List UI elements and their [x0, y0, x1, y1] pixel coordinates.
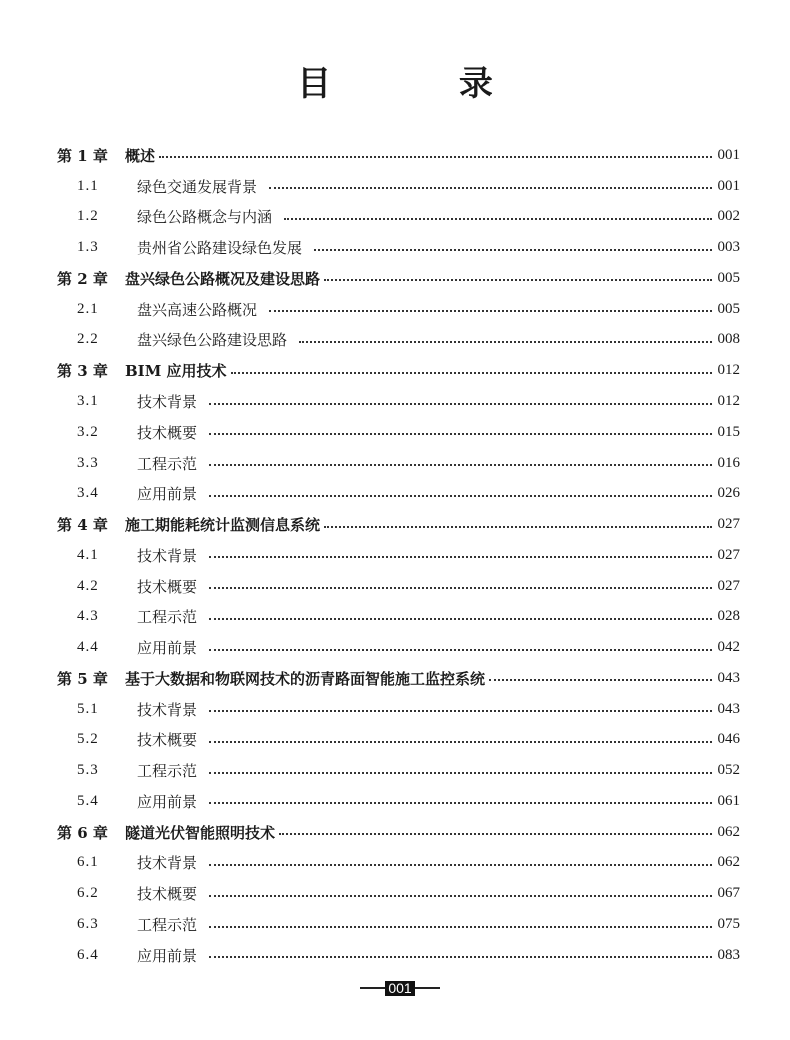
entry-page: 001 — [717, 177, 740, 194]
entry-page: 083 — [717, 946, 740, 963]
entry-page: 027 — [717, 516, 740, 533]
entry-title: 技术概要 — [137, 577, 198, 596]
entry-page: 052 — [717, 762, 740, 779]
entry-title: 应用前景 — [137, 639, 198, 658]
entry-number: 6.1 — [77, 854, 99, 871]
entry-page: 027 — [717, 546, 740, 563]
entry-title: 隧道光伏智能照明技术 — [125, 823, 276, 842]
entry-number: 3.3 — [77, 454, 99, 471]
dot-leader — [209, 495, 711, 497]
toc-chapter-entry[interactable] — [57, 817, 740, 848]
toc-section-entry[interactable] — [57, 571, 740, 602]
entry-page: 043 — [717, 700, 740, 717]
dot-leader — [209, 802, 711, 804]
page-footer — [360, 980, 440, 996]
toc-section-entry[interactable] — [57, 232, 740, 263]
dot-leader — [209, 556, 711, 558]
toc-section-entry[interactable] — [57, 325, 740, 356]
toc-section-entry[interactable] — [57, 878, 740, 909]
entry-title: 施工期能耗统计监测信息系统 — [125, 516, 321, 535]
toc-chapter-entry[interactable] — [57, 140, 740, 171]
entry-number: 第 3 章 — [57, 362, 108, 381]
entry-number: 第 2 章 — [57, 269, 108, 288]
entry-title: 技术背景 — [137, 854, 198, 873]
entry-number: 5.3 — [77, 762, 99, 779]
dot-leader — [209, 772, 711, 774]
toc-section-entry[interactable] — [57, 909, 740, 940]
entry-title: 工程示范 — [137, 916, 198, 935]
entry-title: 技术概要 — [137, 423, 198, 442]
entry-number: 5.2 — [77, 731, 99, 748]
toc-chapter-entry[interactable] — [57, 263, 740, 294]
dot-leader — [324, 526, 711, 528]
entry-number: 第 1 章 — [57, 146, 108, 165]
entry-page: 067 — [717, 885, 740, 902]
toc-section-entry[interactable] — [57, 601, 740, 632]
entry-title: 技术概要 — [137, 885, 198, 904]
toc-section-entry[interactable] — [57, 478, 740, 509]
entry-page: 002 — [717, 208, 740, 225]
toc-section-entry[interactable] — [57, 202, 740, 233]
entry-number: 2.1 — [77, 300, 99, 317]
entry-title: 技术概要 — [137, 731, 198, 750]
footer-rule-right — [415, 987, 440, 989]
entry-title: 工程示范 — [137, 454, 198, 473]
dot-leader — [209, 433, 711, 435]
entry-number: 4.4 — [77, 639, 99, 656]
entry-title: 基于大数据和物联网技术的沥青路面智能施工监控系统 — [125, 669, 486, 688]
entry-title: 应用前景 — [137, 946, 198, 965]
entry-title: 绿色交通发展背景 — [137, 177, 258, 196]
toc-section-entry[interactable] — [57, 725, 740, 756]
page-title: 目 录 — [297, 64, 551, 104]
entry-page: 015 — [717, 423, 740, 440]
toc-section-entry[interactable] — [57, 755, 740, 786]
entry-page: 003 — [717, 239, 740, 256]
entry-page: 005 — [717, 300, 740, 317]
entry-number: 第 5 章 — [57, 669, 108, 688]
toc-section-entry[interactable] — [57, 940, 740, 971]
toc-section-entry[interactable] — [57, 294, 740, 325]
entry-page: 027 — [717, 577, 740, 594]
entry-title: 工程示范 — [137, 762, 198, 781]
entry-number: 1.3 — [77, 239, 99, 256]
entry-page: 062 — [717, 854, 740, 871]
entry-title: 盘兴绿色公路概况及建设思路 — [125, 269, 321, 288]
toc-section-entry[interactable] — [57, 632, 740, 663]
entry-page: 075 — [717, 916, 740, 933]
dot-leader — [209, 464, 711, 466]
entry-number: 第 4 章 — [57, 516, 108, 535]
entry-title: 工程示范 — [137, 608, 198, 627]
toc-section-entry[interactable] — [57, 786, 740, 817]
entry-page: 046 — [717, 731, 740, 748]
dot-leader — [279, 833, 711, 835]
entry-page: 062 — [717, 823, 740, 840]
dot-leader — [209, 956, 711, 958]
page-number: 001 — [385, 981, 414, 996]
dot-leader — [284, 218, 711, 220]
entry-title: 贵州省公路建设绿色发展 — [137, 239, 303, 258]
dot-leader — [231, 372, 712, 374]
toc-chapter-entry[interactable] — [57, 355, 740, 386]
entry-page: 043 — [717, 669, 740, 686]
toc-section-entry[interactable] — [57, 417, 740, 448]
entry-number: 4.1 — [77, 546, 99, 563]
entry-page: 001 — [717, 146, 740, 163]
dot-leader — [209, 741, 711, 743]
entry-page: 042 — [717, 639, 740, 656]
toc-chapter-entry[interactable] — [57, 663, 740, 694]
entry-page: 061 — [717, 792, 740, 809]
dot-leader — [209, 649, 711, 651]
entry-page: 016 — [717, 454, 740, 471]
entry-page: 012 — [717, 362, 740, 379]
entry-page: 028 — [717, 608, 740, 625]
entry-page: 012 — [717, 393, 740, 409]
entry-title: 技术背景 — [137, 393, 198, 411]
entry-number: 3.4 — [77, 485, 99, 502]
entry-title: 技术背景 — [137, 700, 198, 719]
entry-title: BIM 应用技术 — [125, 362, 227, 381]
toc-section-entry[interactable] — [57, 448, 740, 479]
dot-leader — [209, 864, 711, 866]
entry-page: 026 — [717, 485, 740, 502]
entry-number: 6.3 — [77, 916, 99, 933]
table-of-contents — [57, 140, 740, 971]
toc-section-entry[interactable] — [57, 171, 740, 202]
entry-number: 2.2 — [77, 331, 99, 348]
entry-title: 盘兴绿色公路建设思路 — [137, 331, 288, 350]
dot-leader — [269, 187, 711, 189]
dot-leader — [209, 926, 711, 928]
entry-title: 应用前景 — [137, 485, 198, 504]
entry-number: 5.1 — [77, 700, 99, 717]
dot-leader — [209, 618, 711, 620]
entry-title: 应用前景 — [137, 792, 198, 811]
entry-number: 6.4 — [77, 946, 99, 963]
entry-number: 第 6 章 — [57, 823, 108, 842]
entry-number: 1.2 — [77, 208, 99, 225]
entry-title: 技术背景 — [137, 546, 198, 565]
toc-section-entry[interactable] — [57, 386, 740, 417]
dot-leader — [209, 403, 711, 405]
entry-title: 绿色公路概念与内涵 — [137, 208, 273, 227]
dot-leader — [269, 310, 711, 312]
dot-leader — [209, 710, 711, 712]
dot-leader — [489, 679, 711, 681]
dot-leader — [209, 587, 711, 589]
entry-number: 1.1 — [77, 177, 99, 194]
entry-page: 005 — [717, 269, 740, 286]
entry-number: 4.3 — [77, 608, 99, 625]
entry-number: 5.4 — [77, 792, 99, 809]
entry-title: 概述 — [125, 146, 156, 165]
toc-chapter-entry[interactable] — [57, 509, 740, 540]
dot-leader — [209, 895, 711, 897]
dot-leader — [314, 249, 711, 251]
entry-number: 3.2 — [77, 423, 99, 440]
toc-section-entry[interactable] — [57, 848, 740, 879]
toc-section-entry[interactable] — [57, 540, 740, 571]
dot-leader — [159, 156, 711, 158]
entry-number: 4.2 — [77, 577, 99, 594]
entry-page: 008 — [717, 331, 740, 348]
entry-title: 盘兴高速公路概况 — [137, 300, 258, 319]
toc-section-entry[interactable] — [57, 694, 740, 725]
entry-number: 6.2 — [77, 885, 99, 902]
footer-rule-left — [360, 987, 385, 989]
dot-leader — [299, 341, 711, 343]
dot-leader — [324, 279, 711, 281]
entry-number: 3.1 — [77, 393, 99, 409]
